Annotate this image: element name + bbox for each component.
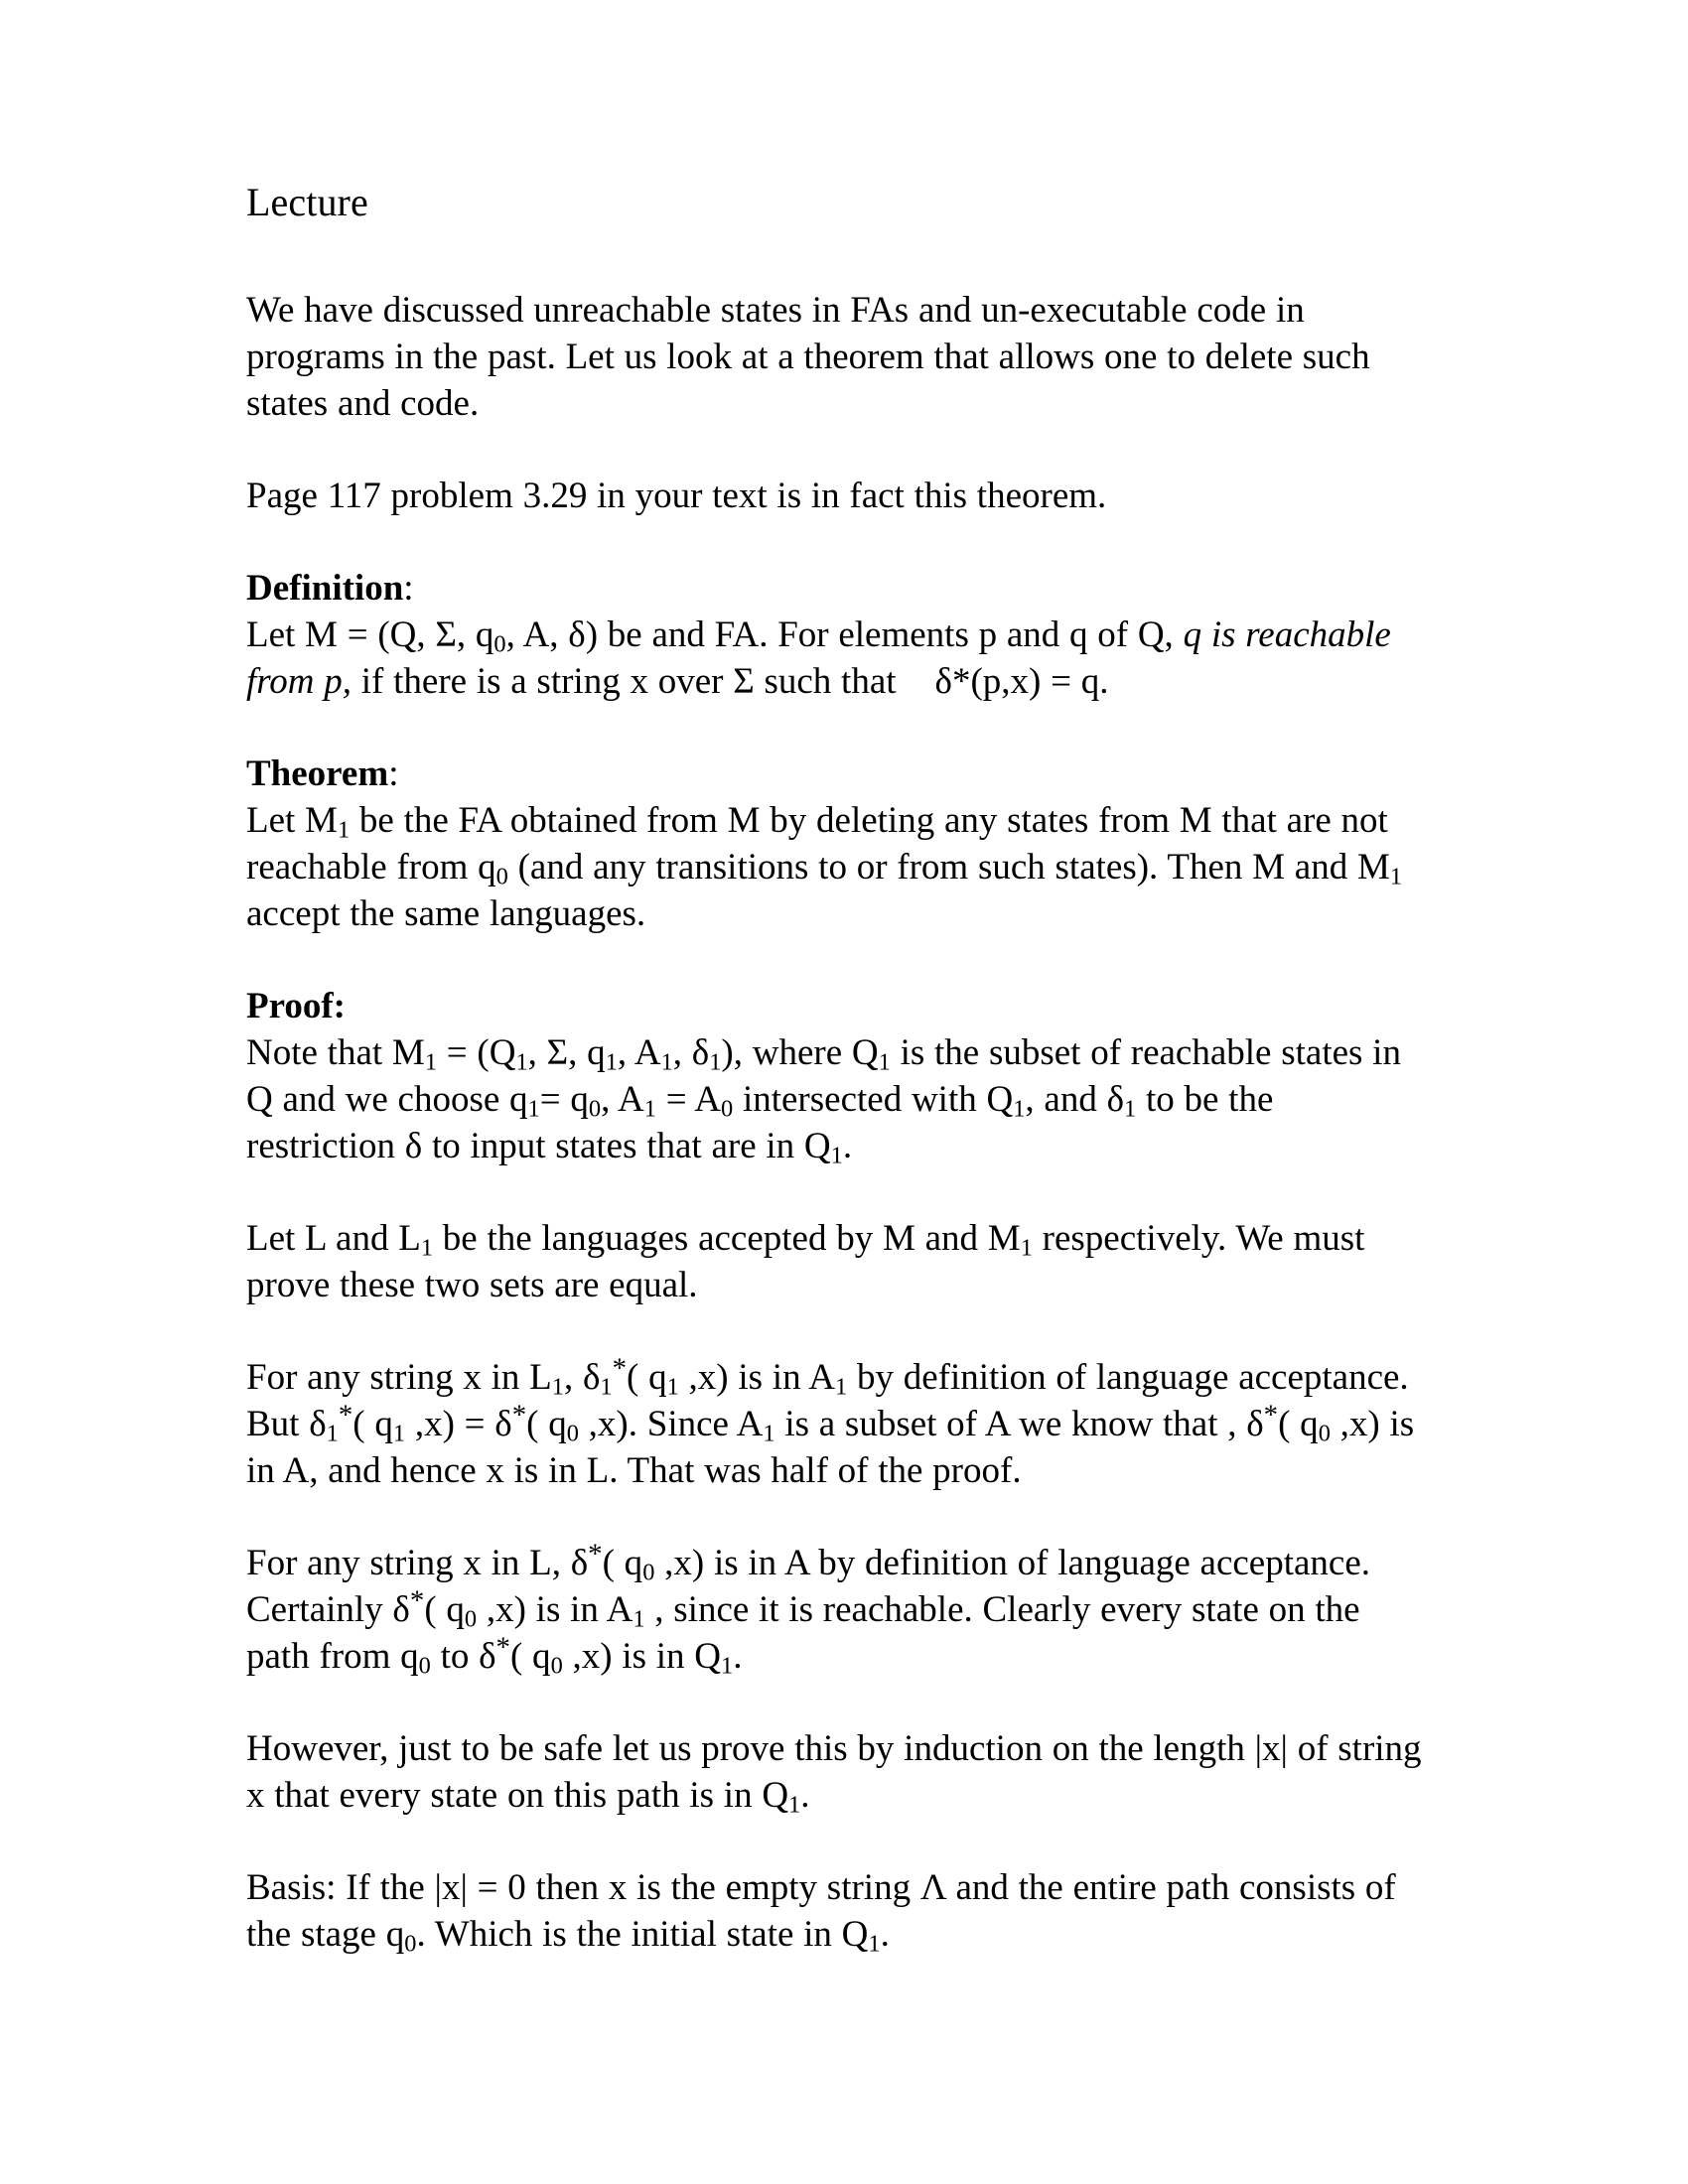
proof-p3-b: , δ (563, 1357, 601, 1399)
proof-p1-k: intersected with Q (733, 1079, 1014, 1121)
definition-body (246, 612, 1428, 705)
proof-heading (246, 983, 1428, 1029)
theorem-heading-colon: : (388, 753, 399, 795)
proof-paragraph-2 (246, 1215, 1428, 1308)
definition-heading-label: Definition (246, 568, 404, 610)
proof-p3-g: ,x) = δ (405, 1404, 512, 1445)
spacer (246, 937, 1428, 983)
proof-p3-f: ( q (352, 1404, 393, 1445)
proof-p3-s5: 1 (326, 1420, 339, 1447)
proof-p1-a: Note that M (246, 1032, 425, 1074)
proof-p4-b: ( q (602, 1543, 643, 1584)
proof-p1-s11: 1 (1013, 1095, 1026, 1123)
spacer (246, 519, 1428, 565)
proof-p3-s4: 1 (835, 1373, 848, 1401)
proof-p3-s9: 0 (1318, 1420, 1331, 1447)
theorem-text-c: (and any transitions to or from such states). Then M and M (507, 847, 1390, 888)
proof-basis-s1: 0 (404, 1930, 417, 1958)
proof-p4-star2: * (409, 1584, 425, 1617)
proof-p3-star3: * (511, 1399, 527, 1432)
proof-p3-s1: 1 (551, 1373, 564, 1401)
proof-paragraph-4 (246, 1540, 1428, 1680)
document-body (246, 179, 1428, 1958)
proof-p4-s6: 1 (721, 1652, 734, 1680)
proof-p1-s3: 1 (605, 1048, 618, 1076)
proof-p1-s13: 1 (830, 1142, 843, 1169)
proof-p4-s2: 0 (464, 1605, 478, 1633)
proof-p1-f: ), where Q (721, 1032, 879, 1074)
definition-subscript-0: 0 (493, 630, 506, 658)
proof-p1-s4: 1 (660, 1048, 673, 1076)
definition-heading (246, 565, 1428, 612)
theorem-subscript-1b: 1 (1389, 863, 1403, 890)
proof-p4-i: ,x) is in Q (562, 1636, 722, 1678)
theorem-text-a: Let M (246, 800, 338, 842)
page-title: Lecture (246, 180, 368, 224)
proof-basis-b: . Which is the initial state in Q (416, 1914, 869, 1956)
proof-p1-e: , δ (672, 1032, 710, 1074)
proof-p2-a: Let L and L (246, 1218, 421, 1260)
proof-p1-g: is the subset of reachable states in Q and we choose q (246, 1032, 1401, 1121)
theorem-heading (246, 751, 1428, 797)
proof-p3-c: ( q (627, 1357, 667, 1399)
proof-p3-j: is a subset of A we know that , δ (774, 1404, 1264, 1445)
proof-p4-s5: 0 (550, 1652, 563, 1680)
proof-p1-i: , A (601, 1079, 644, 1121)
spacer (246, 1819, 1428, 1864)
proof-p4-e: ,x) is in A (477, 1589, 633, 1631)
intro-paragraph-2: Page 117 problem 3.29 in your text is in fact this theorem. (246, 476, 1107, 517)
proof-p4-s3: 1 (633, 1605, 645, 1633)
proof-p1-s5: 1 (709, 1048, 722, 1076)
spacer (246, 1169, 1428, 1215)
proof-p1-n: . (842, 1126, 853, 1167)
proof-p3-star4: * (1263, 1399, 1279, 1432)
proof-p3-e: by definition of language acceptance. But δ (246, 1357, 1409, 1445)
spacer (246, 1680, 1428, 1725)
proof-paragraph-5 (246, 1725, 1428, 1819)
proof-p1-s2: 1 (515, 1048, 528, 1076)
spacer (246, 1494, 1428, 1540)
proof-p1-h: = q (539, 1079, 589, 1121)
proof-basis-paragraph (246, 1864, 1428, 1958)
proof-p3-k: ( q (1278, 1404, 1319, 1445)
proof-p3-d: ,x) is in A (678, 1357, 836, 1399)
proof-p5-a: However, just to be safe let us prove this by induction on the length |x| of string x that every state on this path is in Q (246, 1728, 1422, 1817)
proof-p4-g: to δ (430, 1636, 496, 1678)
proof-p3-l: ,x) is in A, and hence x is in L. That was half of the proof. (246, 1404, 1415, 1492)
proof-p1-s7: 1 (527, 1095, 540, 1123)
proof-p1-s12: 1 (1124, 1095, 1137, 1123)
proof-p3-s6: 1 (392, 1420, 406, 1447)
proof-p1-s8: 0 (588, 1095, 602, 1123)
proof-p2-s2: 1 (1020, 1234, 1033, 1262)
proof-p1-j: = A (655, 1079, 721, 1121)
theorem-text-d: accept the same languages. (246, 893, 646, 935)
proof-p5-b: . (800, 1775, 810, 1817)
proof-p3-star2: * (338, 1399, 353, 1432)
proof-p4-a: For any string x in L, δ (246, 1543, 589, 1584)
proof-p3-h: ( q (526, 1404, 567, 1445)
proof-paragraph-1 (246, 1029, 1428, 1169)
proof-p4-d: ( q (424, 1589, 465, 1631)
spacer (246, 225, 1428, 287)
spacer (246, 705, 1428, 751)
proof-p4-h: ( q (509, 1636, 551, 1678)
proof-basis-s2: 1 (868, 1930, 881, 1958)
proof-p2-s1: 1 (420, 1234, 434, 1262)
proof-paragraph-3 (246, 1354, 1428, 1494)
proof-p3-i: ,x). Since A (578, 1404, 764, 1445)
theorem-text-b: be the FA obtained from M by deleting any states from M that are not reachable from q (246, 800, 1388, 888)
proof-p3-s2: 1 (600, 1373, 613, 1401)
theorem-body (246, 797, 1428, 937)
proof-p1-s6: 1 (878, 1048, 891, 1076)
theorem-subscript-0: 0 (495, 863, 508, 890)
proof-p1-s1: 1 (424, 1048, 438, 1076)
proof-p3-s7: 0 (566, 1420, 579, 1447)
proof-p2-b: be the languages accepted by M and M (433, 1218, 1021, 1260)
proof-p1-d: , A (617, 1032, 661, 1074)
proof-heading-label: Proof: (246, 986, 346, 1027)
proof-p1-b: = (Q (437, 1032, 516, 1074)
definition-formula: δ*(p,x) = q. (934, 661, 1109, 703)
proof-p2-c: respectively. We must prove these two sets are equal. (246, 1218, 1365, 1306)
definition-text-b: , A, δ) be and FA. For elements p and q of Q, (505, 614, 1184, 656)
proof-p3-a: For any string x in L (246, 1357, 552, 1399)
proof-basis-a: Basis: If the |x| = 0 then x is the empty string Λ and the entire path consists of the stage q (246, 1867, 1396, 1956)
spacer (246, 427, 1428, 473)
proof-p4-s4: 0 (418, 1652, 431, 1680)
spacer (246, 1308, 1428, 1354)
proof-p3-s3: 1 (666, 1373, 679, 1401)
intro-paragraph-1: We have discussed unreachable states in FAs and un-executable code in programs in the past. Let us look at a theorem that allows one to delete such states and code. (246, 290, 1370, 425)
theorem-subscript-1: 1 (337, 816, 351, 844)
proof-p1-s10: 0 (721, 1095, 734, 1123)
definition-text-c: if there is a string x over Σ such that (352, 661, 897, 703)
proof-p1-m: to be the restriction δ to input states that are in Q (246, 1079, 1274, 1167)
definition-heading-colon: : (403, 568, 414, 610)
proof-p3-star1: * (612, 1352, 628, 1385)
proof-p3-s8: 1 (763, 1420, 775, 1447)
proof-p4-c: ,x) is in A by definition of language acceptance. Certainly δ (246, 1543, 1371, 1631)
proof-p4-j: . (733, 1636, 743, 1678)
proof-p1-s9: 1 (643, 1095, 656, 1123)
proof-p4-star3: * (495, 1631, 510, 1664)
definition-italic-phrase: q is reachable from p, (246, 614, 1391, 703)
proof-p4-s1: 0 (642, 1559, 655, 1586)
proof-p5-s1: 1 (788, 1791, 801, 1819)
proof-p1-c: , Σ, q (527, 1032, 606, 1074)
theorem-heading-label: Theorem (246, 753, 389, 795)
proof-p4-star1: * (588, 1538, 603, 1570)
definition-text-a: Let M = (Q, Σ, q (246, 614, 494, 656)
proof-p4-f: , since it is reachable. Clearly every state on the path from q (246, 1589, 1360, 1678)
proof-basis-c: . (880, 1914, 890, 1956)
proof-p1-l: , and δ (1025, 1079, 1125, 1121)
